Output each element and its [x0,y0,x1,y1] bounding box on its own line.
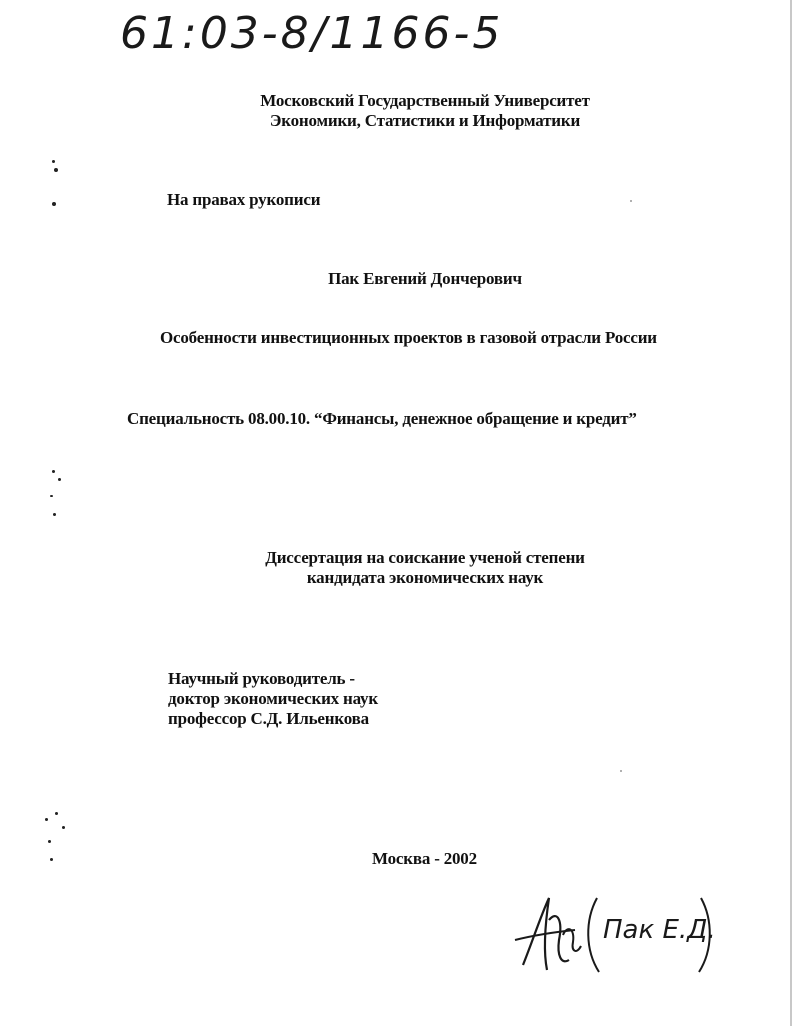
supervisor-line1: Научный руководитель - [168,669,355,688]
scan-speck [53,513,56,516]
degree-line2: кандидата экономических наук [306,568,544,587]
scan-speck [54,168,58,172]
archive-code-handwritten: 61:03-8/1166-5 [120,8,504,59]
scan-speck [50,495,53,497]
university-name-line2: Экономики, Статистики и Информатики [269,111,581,130]
city-year: Москва - 2002 [372,849,477,868]
supervisor-line2: доктор экономических наук [168,689,378,708]
specialty: Специальность 08.00.10. “Финансы, денежное обращение и кредит” [127,409,637,428]
scan-speck [52,160,55,163]
scan-speck [62,826,65,829]
manuscript-note: На правах рукописи [167,190,321,209]
scan-speck [630,200,632,202]
university-name-line1: Московский Государственный Университет [260,91,590,110]
scan-speck [52,470,55,473]
thesis-title: Особенности инвестиционных проектов в газовой отрасли России [160,328,657,347]
supervisor-line3: профессор С.Д. Ильенкова [168,709,369,728]
signature-note: Пак Е.Д. [603,915,716,945]
degree-line1: Диссертация на соискание ученой степени [265,548,585,567]
scan-speck [55,812,58,815]
scan-speck [48,840,51,843]
scan-edge [790,0,792,1026]
scan-speck [50,858,53,861]
scan-speck [58,478,61,481]
scan-speck [52,202,56,206]
author-name: Пак Евгений Дончерович [328,269,522,288]
scan-speck [620,770,622,772]
scan-speck [45,818,48,821]
